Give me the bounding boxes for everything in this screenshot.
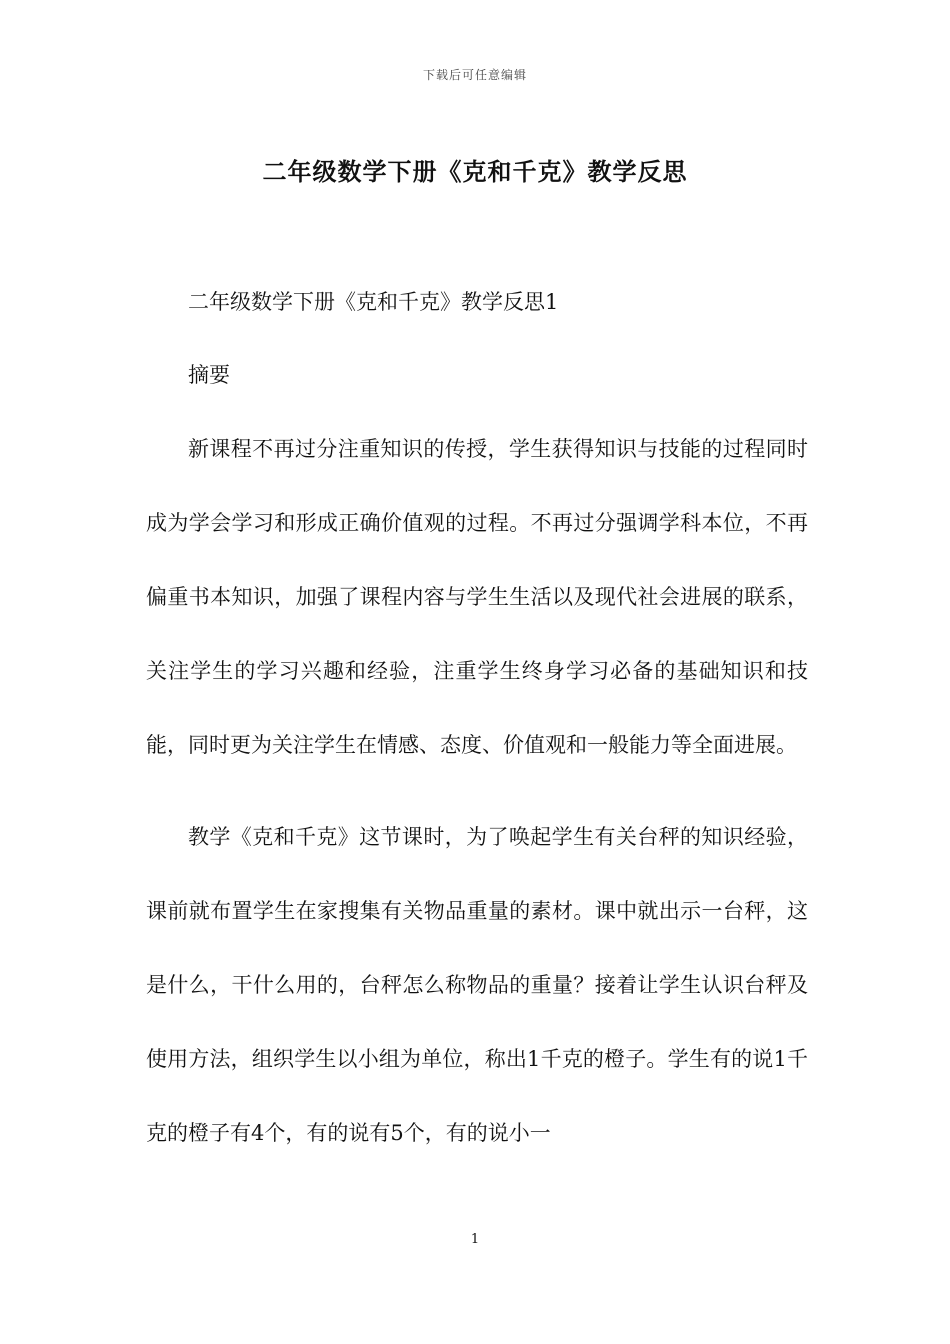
paragraph-2: 教学《克和千克》这节课时，为了唤起学生有关台秤的知识经验，课前就布置学生在家搜集有关物品重量的素材。课中就出示一台秤，这是什么，干什么用的，台秤怎么称物品的重量？接着让学生认识台秤及使用方法，组织学生以小组为单位，称出1千克的橙子。学生有的说1千克的橙子有4个，有的说有5个，有的说小一 — [146, 825, 808, 1145]
section-heading: 二年级数学下册《克和千克》教学反思1 — [188, 290, 559, 314]
abstract-label: 摘要 — [188, 363, 230, 387]
header-note: 下载后可任意编辑 — [422, 68, 527, 82]
document-body — [146, 284, 808, 1170]
page-number: 1 — [470, 1232, 480, 1247]
document-title: 二年级数学下册《克和千克》教学反思 — [262, 157, 688, 186]
paragraph-1: 新课程不再过分注重知识的传授，学生获得知识与技能的过程同时成为学会学习和形成正确价值观的过程。不再过分强调学科本位，不再偏重书本知识，加强了课程内容与学生生活以及现代社会进展的联系，关注学生的学习兴趣和经验，注重学生终身学习必备的基础知识和技能，同时更为关注学生在情感、态度、价值观和一般能力等全面进展。 — [146, 437, 808, 757]
